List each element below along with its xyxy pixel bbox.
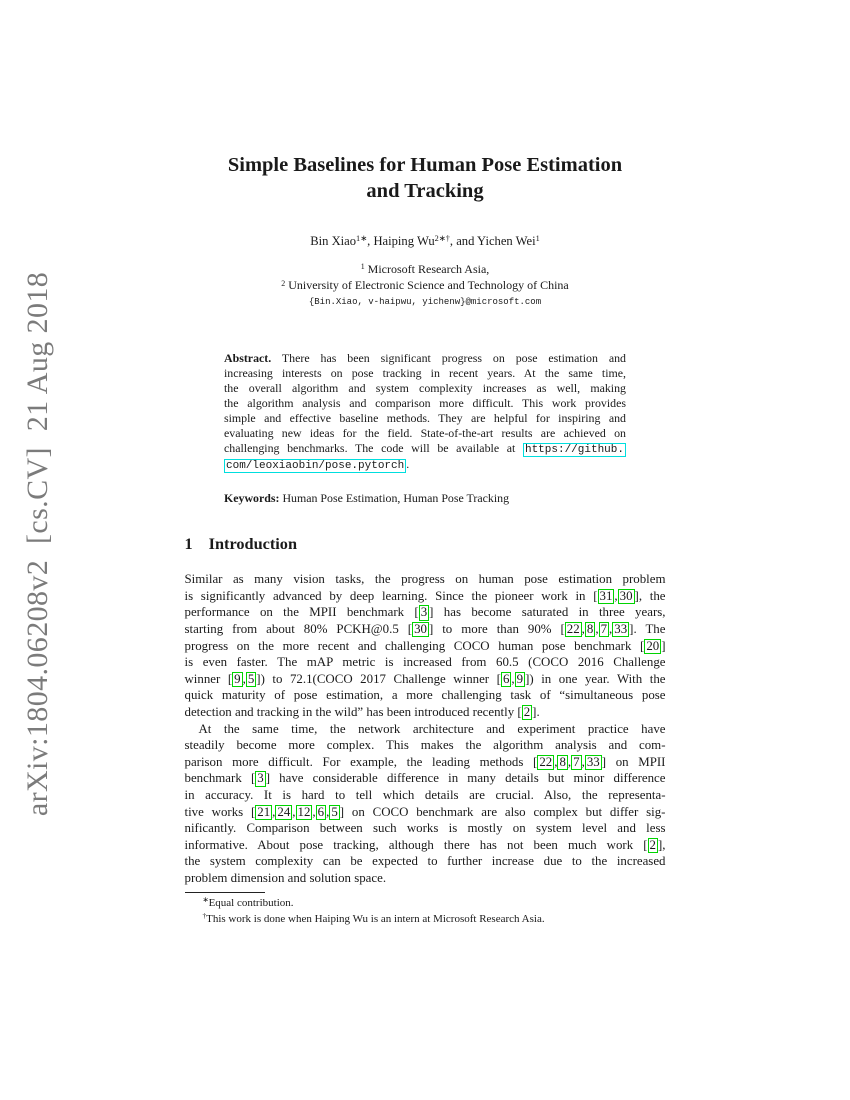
citation-ref[interactable]: 24: [277, 804, 291, 819]
citation-ref[interactable]: 30: [619, 588, 633, 603]
citation-ref[interactable]: 22: [539, 754, 553, 769]
affiliation-1: $^1$ Microsoft Research Asia,: [360, 262, 490, 276]
superscript-marker: 2: [281, 278, 286, 288]
bold-label: Abstract.: [224, 350, 272, 365]
citation-ref[interactable]: 9: [516, 671, 524, 686]
text-line: ∗Equal contribution.: [202, 896, 294, 909]
text-line: evaluating new ideas for the field. State-of-the-art results are achieved on: [224, 425, 626, 440]
text-line: challenging benchmarks. The code will be available at https://github.: [224, 440, 624, 456]
text-line: performance on the MPII benchmark [ 3 ] has become saturated in three years,: [184, 605, 666, 620]
citation-ref[interactable]: 33: [614, 622, 628, 636]
citation-ref[interactable]: 8: [586, 622, 594, 636]
hyperlink-url[interactable]: https://github.: [524, 443, 624, 456]
text-line: winner [ 9 , 5 ]) to 72.1(COCO 2017 Challenge winner [ 6 , 9 ]) in one year. With the: [184, 671, 666, 686]
paper-title: [185, 0, 666, 204]
intro-paragraph-1: [185, 571, 666, 720]
text-line: Abstract. There has been significant progress on pose estimation and: [224, 350, 626, 365]
citation-ref[interactable]: 7: [600, 622, 608, 636]
citation-ref[interactable]: 2: [523, 704, 531, 719]
superscript-marker: 1: [535, 234, 540, 244]
text-line: progress on the more recent and challenging COCO human pose benchmark [ 20 ]: [184, 638, 666, 653]
paper-title-line-2: and Tracking: [366, 180, 484, 202]
text-line: is even faster. The mAP metric is increased from 60.5 (COCO 2016 Challenge: [184, 655, 666, 670]
text-line: At the same time, the network architecture and experiment practice have: [198, 721, 666, 736]
arxiv-watermark-label: arXiv:1804.06208v2 [cs.CV] 21 Aug 2018: [21, 271, 54, 817]
text-line: is significantly advanced by deep learning. Since the pioneer work in [ 31 , 30 ], the: [184, 588, 666, 603]
text-line: the algorithm analysis and comparison more difficult. This work provides: [224, 395, 626, 410]
text-line: simple and effective baseline methods. They are helpful for inspiring and: [224, 410, 626, 425]
citation-ref[interactable]: 12: [297, 804, 311, 819]
author-line: Bin Xiao$^{1∗}$, Haiping $Wu^{2∗\dagger}$, and Yichen Wei$^1$: [310, 234, 540, 248]
intro-paragraph-2: [185, 721, 666, 887]
superscript-marker: 2∗†: [434, 234, 450, 244]
citation-ref[interactable]: 5: [331, 804, 338, 819]
text-line: the system complexity can be expected to further increase due to the increased: [184, 854, 666, 869]
citation-ref[interactable]: 2: [649, 837, 656, 852]
text-line: tive works [ 21 , 24 , 12 , 6 , 5 ] on COCO benchmark are also complex but differ sig-: [184, 804, 666, 819]
abstract-block: [224, 351, 626, 507]
text-line: steadily become more complex. This makes the algorithm analysis and com-: [184, 738, 666, 753]
citation-ref[interactable]: 8: [559, 754, 566, 769]
keywords-line: Keywords: Human Pose Estimation, Human Pose Tracking: [224, 491, 510, 506]
text-line: the overall algorithm and system complexity increases as well, making: [224, 380, 626, 395]
section-heading-introduction: [185, 534, 666, 554]
author-emails: {Bin.Xiao, v-haipwu, yichenw}@microsoft.com: [308, 296, 542, 307]
paper-content-column: [185, 0, 666, 928]
footnotes: [185, 896, 666, 928]
affiliations: [185, 262, 666, 295]
citation-ref[interactable]: 21: [257, 804, 271, 819]
text-line: Similar as many vision tasks, the progress on human pose estimation problem: [184, 572, 666, 587]
citation-ref[interactable]: 31: [599, 588, 613, 603]
citation-ref[interactable]: 5: [247, 671, 255, 686]
text-line: in accuracy. It is hard to tell which details are crucial. Also, the representa-: [184, 787, 666, 802]
text-line: †This work is done when Haiping Wu is an intern at Microsoft Research Asia.: [202, 912, 545, 925]
superscript-marker: 1∗: [356, 234, 368, 244]
text-line: benchmark [ 3 ] have considerable difference in many details but minor difference: [184, 771, 666, 786]
superscript-marker: ∗: [202, 896, 209, 905]
citation-ref[interactable]: 9: [234, 671, 241, 686]
text-line: com/leoxiaobin/pose.pytorch .: [226, 456, 410, 472]
citation-ref[interactable]: 3: [257, 771, 264, 786]
superscript-marker: 1: [360, 262, 365, 272]
footnote-rule: [185, 892, 265, 893]
citation-ref[interactable]: 6: [317, 804, 325, 819]
citation-ref[interactable]: 20: [646, 638, 660, 653]
text-line: parison more difficult. For example, the leading methods [ 22 , 8 , 7 , 33 ] on MPII: [184, 754, 666, 769]
citation-ref[interactable]: 6: [502, 671, 510, 686]
superscript-marker: †: [202, 912, 207, 921]
paper-title-line-1: Simple Baselines for Human Pose Estimation: [227, 154, 623, 176]
abstract-text: [224, 351, 626, 474]
hyperlink-url[interactable]: com/leoxiaobin/pose.pytorch: [226, 459, 405, 472]
text-line: detection and tracking in the wild” has been introduced recently [ 2 ].: [184, 704, 540, 719]
text-line: problem dimension and solution space.: [184, 870, 387, 885]
citation-ref[interactable]: 7: [573, 754, 580, 769]
citation-ref[interactable]: 30: [414, 622, 427, 636]
text-line: nificantly. Comparison between such works is mostly on system level and less: [184, 821, 666, 836]
citation-ref[interactable]: 33: [586, 754, 600, 769]
bold-label: Keywords:: [224, 491, 280, 506]
citation-ref[interactable]: 3: [420, 605, 428, 620]
affiliation-2: $^2$ University of Electronic Science and Technology of China: [281, 278, 569, 293]
text-line: informative. About pose tracking, although there has not been much work [ 2 ],: [184, 837, 666, 852]
text-line: quick maturity of pose estimation, a more challenging task of “simultaneous pose: [184, 688, 666, 703]
text-line: starting from about 80% PCKH@0.5 [ 30 ] to more than 90% [ 22 , 8 , 7 , 33 ]. The: [184, 622, 666, 636]
section-number: 1: [184, 534, 193, 554]
section-title: Introduction: [208, 534, 298, 554]
text-line: increasing interests on pose tracking in recent years. At the same time,: [224, 365, 626, 380]
citation-ref[interactable]: 22: [566, 622, 580, 636]
